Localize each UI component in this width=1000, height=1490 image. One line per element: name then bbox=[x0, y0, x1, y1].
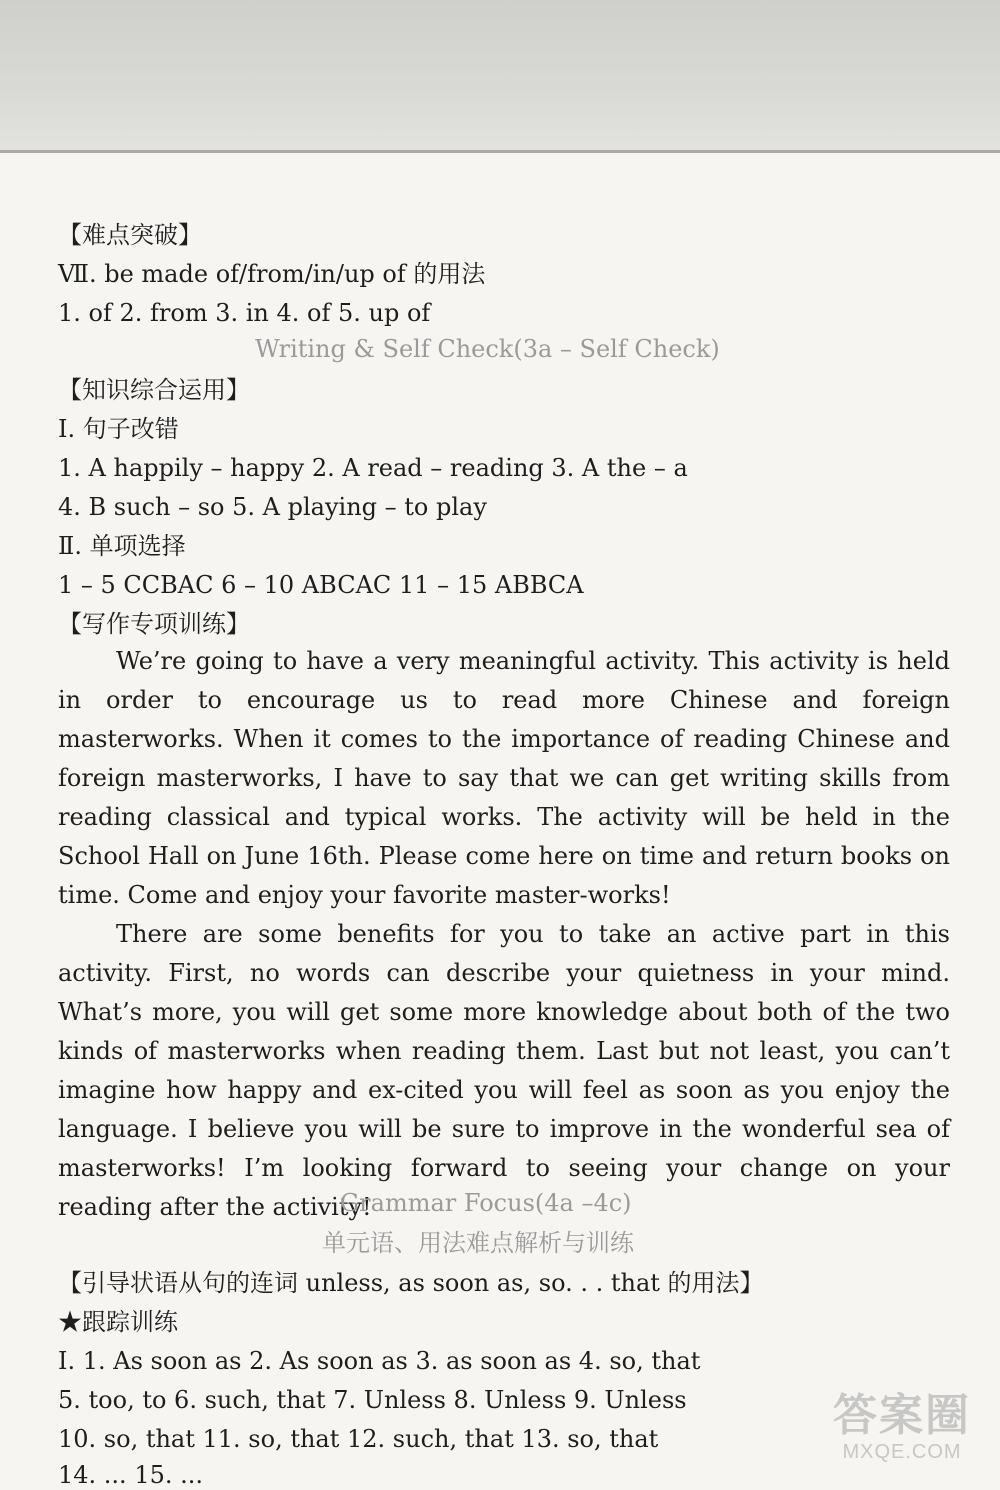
grammar-answers-2: 5. too, to 6. such, that 7. Unless 8. Unless 9. Unless bbox=[58, 1386, 687, 1414]
section-i-answers-1: 1. A happily – happy 2. A read – reading 3. A the – a bbox=[58, 454, 688, 482]
essay-paragraph-1: We’re going to have a very meaningful activity. This activity is held in order to encourage us to read more Chinese and foreign masterworks. When it comes to the importance of reading Chinese and foreign masterworks, I have to say that we can get writing skills from reading classical and typical works. The activity will be held in the School Hall on June 16th. Please come here on time and return books on time. Come and enjoy your favorite master-works! bbox=[58, 647, 950, 909]
watermark-url: MXQE.COM bbox=[842, 1441, 962, 1463]
heading-zhishi: 【知识综合运用】 bbox=[58, 376, 250, 404]
grammar-subtitle: 单元语、用法难点解析与训练 bbox=[322, 1229, 634, 1257]
watermark-text: 答案圈 bbox=[833, 1391, 971, 1440]
section-i-answers-2: 4. B such – so 5. A playing – to play bbox=[58, 493, 487, 521]
cut-off-line: 14. ... 15. ... bbox=[58, 1461, 203, 1489]
section-vii-title: Ⅶ. be made of/from/in/up of 的用法 bbox=[58, 260, 486, 288]
essay-paragraph-2: There are some benefits for you to take an active part in this activity. First, no words can describe your quietness in your mind. What’s more, you will get some more knowledge about both of the two kinds of masterworks when reading them. Last but not least, you can’t imagine how happy and ex-cited you will feel as soon as you enjoy the language. I believe you will be sure to improve in the wonderful sea of masterworks! I’m looking forward to seeing your change on your reading after the activity! bbox=[58, 920, 950, 1221]
grammar-answers-1: Ⅰ. 1. As soon as 2. As soon as 3. as soon as 4. so, that bbox=[58, 1347, 701, 1375]
writing-section-title: Writing & Self Check(3a – Self Check) bbox=[255, 335, 720, 363]
heading-genzong: ★跟踪训练 bbox=[58, 1308, 178, 1336]
heading-yindao: 【引导状语从句的连词 unless, as soon as, so. . . that 的用法】 bbox=[58, 1269, 764, 1297]
section-ii-answers: 1 – 5 CCBAC 6 – 10 ABCAC 11 – 15 ABBCA bbox=[58, 571, 584, 599]
section-vii-answers: 1. of 2. from 3. in 4. of 5. up of bbox=[58, 299, 431, 327]
heading-xiezuo: 【写作专项训练】 bbox=[58, 610, 250, 638]
section-i-title: Ⅰ. 句子改错 bbox=[58, 415, 179, 443]
section-ii-title: Ⅱ. 单项选择 bbox=[58, 532, 186, 560]
heading-nandian: 【难点突破】 bbox=[58, 221, 202, 249]
watermark-logo bbox=[812, 1392, 992, 1466]
grammar-answers-3: 10. so, that 11. so, that 12. such, that 13. so, that bbox=[58, 1425, 659, 1453]
grammar-section-title: Grammar Focus(4a –4c) bbox=[340, 1189, 632, 1217]
